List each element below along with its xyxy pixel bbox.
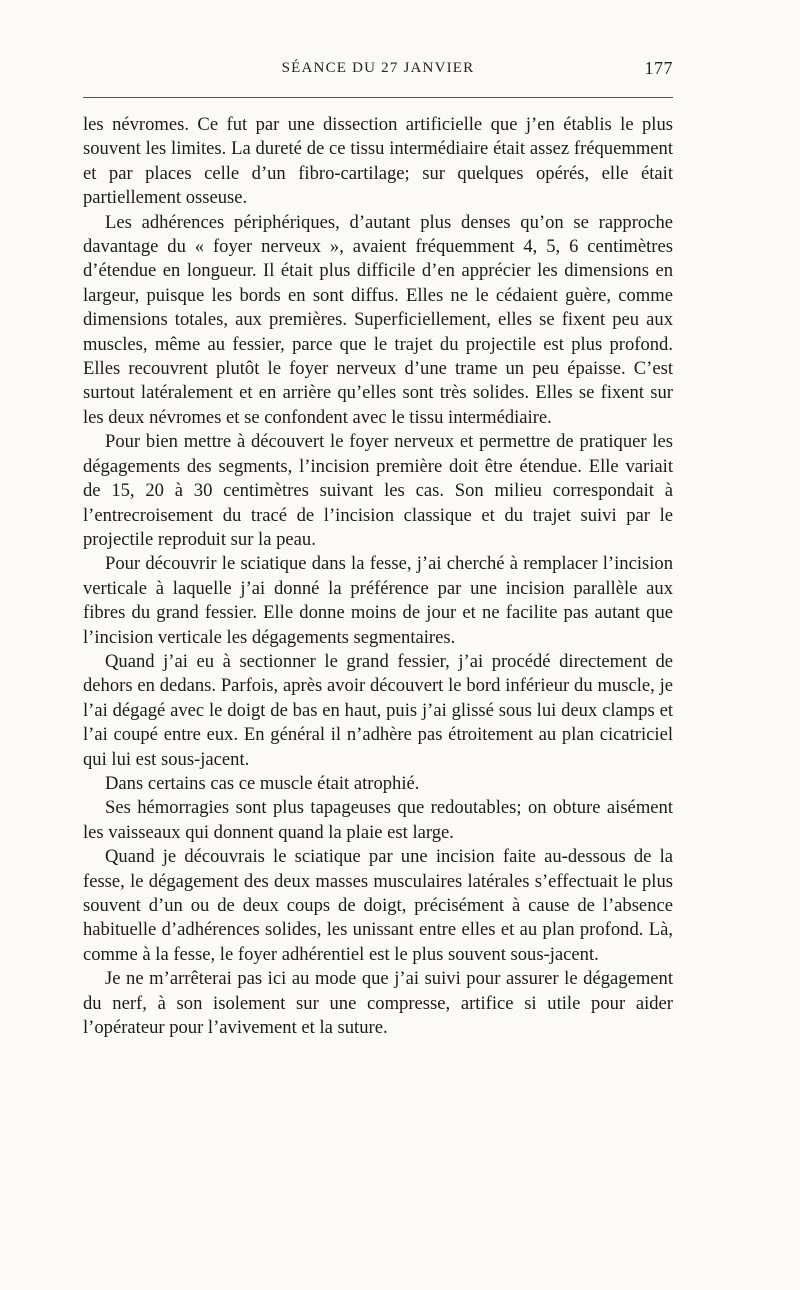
running-head	[83, 58, 673, 82]
header-rule	[83, 97, 673, 98]
paragraph: Quand j’ai eu à sectionner le grand fessier, j’ai procédé directement de dehors en dedans. Parfois, après avoir découvert le bord inférieur du muscle, je l’ai dégagé avec le doigt de bas en haut, puis j’ai glissé sous lui deux clamps et l’ai coupé entre eux. En général il n’adhère pas étroitement au plan cicatriciel qui lui est sous-jacent.	[83, 650, 673, 770]
paragraph: Dans certains cas ce muscle était atrophié.	[105, 772, 420, 794]
paragraph: Les adhérences périphériques, d’autant plus denses qu’on se rapproche davantage du « foyer nerveux », avaient fréquemment 4, 5, 6 centimètres d’étendue en longueur. Il était plus difficile d’en apprécier les dimensions en largeur, puisque les bords en sont diffus. Elles ne le cédaient guère, comme dimensions totales, aux premières. Superficiellement, elles se fixent peu aux muscles, même au fessier, parce que le trajet du projectile est plus profond. Elles recouvrent plutôt le foyer nerveux d’une trame un peu épaisse. C’est surtout latéralement et en arrière qu’elles sont très solides. Elles se fixent sur les deux névromes et se confondent avec le tissu intermédiaire.	[83, 211, 673, 428]
running-title: SÉANCE DU 27 JANVIER	[281, 60, 475, 76]
paragraph: Pour découvrir le sciatique dans la fesse, j’ai cherché à remplacer l’incision verticale à laquelle j’ai donné la préférence par une incision parallèle aux fibres du grand fessier. Elle donne moins de jour et ne facilite pas autant que l’incision verticale les dégagements segmentaires.	[83, 553, 673, 648]
paragraph: les névromes. Ce fut par une dissection artificielle que j’en établis le plus souvent les limites. La dureté de ce tissu intermédiaire était assez fréquemment et par places celle d’un fibro-cartilage; sur quelques opérés, elle était partiellement osseuse.	[83, 114, 673, 209]
paragraph: Je ne m’arrêterai pas ici au mode que j’ai suivi pour assurer le dégagement du nerf, à son isolement sur une compresse, artifice si utile pour aider l’opérateur pour l’avivement et la suture.	[83, 968, 673, 1039]
paragraph: Pour bien mettre à découvert le foyer nerveux et permettre de pratiquer les dégagements des segments, l’incision première doit être étendue. Elle variait de 15, 20 à 30 centimètres suivant les cas. Son milieu correspondait à l’entrecroisement du tracé de l’incision classique et du trajet suivi par le projectile reproduit sur la peau.	[83, 431, 673, 550]
body-text	[83, 113, 673, 1040]
page-number: 177	[644, 58, 673, 78]
paragraph: Ses hémorragies sont plus tapageuses que redoutables; on obture aisément les vaisseaux qui donnent quand la plaie est large.	[83, 797, 673, 843]
paragraph: Quand je découvrais le sciatique par une incision faite au-dessous de la fesse, le dégagement des deux masses musculaires latérales s’effectuait le plus souvent d’un ou de deux coups de doigt, précisément à cause de l’absence habituelle d’adhérences solides, les unissant entre elles et au plan profond. Là, comme à la fesse, le foyer adhérentiel est le plus souvent sous-jacent.	[83, 846, 673, 965]
